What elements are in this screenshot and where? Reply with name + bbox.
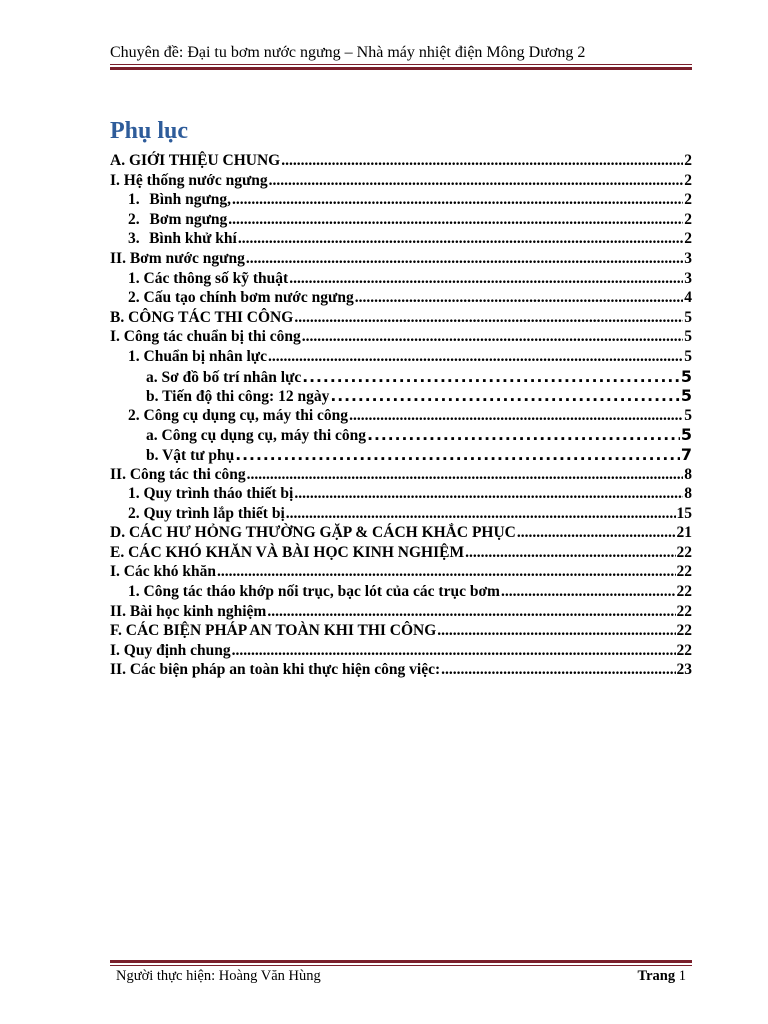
toc-dot-leader	[294, 308, 683, 328]
toc-entry-label: I. Hệ thống nước ngưng	[110, 171, 268, 189]
toc-entry-label: I. Công tác chuẩn bị thi công	[110, 328, 301, 346]
toc-entry-number: 1.	[128, 191, 140, 209]
toc-entry[interactable]	[110, 249, 692, 269]
footer-page-label: Trang	[637, 968, 676, 984]
toc-entry[interactable]	[110, 327, 692, 347]
toc-entry-page: 22	[676, 641, 692, 659]
toc-dot-leader	[247, 465, 684, 485]
footer-page-number: 1	[678, 968, 686, 984]
page-header: Chuyên đề: Đại tu bơm nước ngưng – Nhà máy nhiệt điện Mông Dương 2	[110, 44, 586, 61]
toc-entry[interactable]	[110, 523, 692, 543]
toc-entry-page: 2	[684, 191, 692, 209]
toc-entry-label: II. Bài học kinh nghiệm	[110, 602, 267, 620]
toc-entry-label: a. Công cụ dụng cụ, máy thi công	[146, 427, 367, 445]
toc-entry-page: 5	[684, 406, 692, 424]
toc-entry[interactable]	[110, 562, 692, 582]
toc-entry-page: 5	[680, 386, 692, 406]
toc-entry-label: 1. Các thông số kỹ thuật	[128, 269, 289, 287]
toc-entry-label: b. Tiến độ thi công: 12 ngày	[146, 388, 330, 406]
toc-entry[interactable]	[110, 445, 692, 465]
toc-entry-number: 3.	[128, 230, 140, 248]
toc-entry-label: Bình ngưng,	[149, 191, 232, 209]
footer-page	[638, 968, 686, 985]
toc-entry-page: 5	[684, 308, 692, 326]
toc-dot-leader	[437, 621, 675, 641]
toc-entry-page: 8	[684, 465, 692, 483]
toc-entry-page: 22	[676, 583, 692, 601]
toc-dot-leader	[235, 446, 680, 465]
toc-dot-leader	[217, 562, 676, 582]
toc-entry-label: b. Vật tư phụ	[146, 446, 235, 464]
toc-entry-page: 22	[676, 602, 692, 620]
toc-entry[interactable]	[110, 367, 692, 387]
toc-entry[interactable]	[110, 582, 692, 602]
footer-rule	[110, 960, 692, 966]
toc-entry[interactable]	[110, 425, 692, 445]
toc-dot-leader	[302, 327, 683, 347]
toc-dot-leader	[349, 406, 683, 426]
toc-entry-label: I. Quy định chung	[110, 641, 231, 659]
toc-dot-leader	[289, 269, 683, 289]
toc-entry[interactable]	[110, 543, 692, 563]
toc-entry-label: 2. Cấu tạo chính bơm nước ngưng	[128, 289, 354, 307]
toc-dot-leader	[232, 641, 676, 661]
toc-entry-label: II. Bơm nước ngưng	[110, 249, 245, 267]
toc-entry-label: 2. Quy trình lắp thiết bị	[128, 504, 285, 522]
toc-entry-page: 15	[676, 504, 692, 522]
toc-entry[interactable]	[110, 406, 692, 426]
toc-entry-page: 8	[684, 485, 692, 503]
toc-entry-page: 2	[684, 171, 692, 189]
toc-entry[interactable]	[110, 504, 692, 524]
toc-entry-page: 21	[676, 524, 692, 542]
toc-entry[interactable]	[110, 288, 692, 308]
toc-entry-label: B. CÔNG TÁC THI CÔNG	[110, 308, 294, 326]
toc-entry-page: 5	[684, 347, 692, 365]
toc-entry-page: 2	[684, 230, 692, 248]
table-of-contents	[110, 151, 692, 680]
toc-entry-label: I. Các khó khăn	[110, 563, 216, 581]
toc-entry-label: F. CÁC BIỆN PHÁP AN TOÀN KHI THI CÔNG	[110, 622, 437, 640]
toc-entry[interactable]	[110, 621, 692, 641]
page-footer	[116, 968, 686, 985]
toc-dot-leader	[367, 426, 680, 445]
toc-entry-label: E. CÁC KHÓ KHĂN VÀ BÀI HỌC KINH NGHIỆM	[110, 543, 465, 561]
toc-dot-leader	[238, 229, 683, 249]
toc-dot-leader	[302, 368, 680, 387]
toc-entry[interactable]	[110, 602, 692, 622]
toc-entry-page: 22	[676, 563, 692, 581]
toc-entry-label: Bình khử khí	[149, 230, 237, 248]
toc-entry[interactable]	[110, 229, 692, 249]
toc-entry[interactable]	[110, 660, 692, 680]
toc-entry-label: II. Công tác thi công	[110, 465, 246, 483]
toc-title: Phụ lục	[110, 118, 189, 144]
toc-dot-leader	[232, 190, 683, 210]
toc-entry[interactable]	[110, 151, 692, 171]
toc-entry-label: 1. Quy trình tháo thiết bị	[128, 485, 294, 503]
toc-entry-page: 22	[676, 543, 692, 561]
toc-entry-label: A. GIỚI THIỆU CHUNG	[110, 152, 281, 169]
toc-dot-leader	[246, 249, 683, 269]
toc-entry[interactable]	[110, 347, 692, 367]
toc-entry-page: 4	[684, 289, 692, 307]
toc-entry-label: 1. Công tác tháo khớp nối trục, bạc lót của các trục bơm	[128, 583, 500, 601]
toc-entry-page: 5	[684, 328, 692, 346]
toc-entry[interactable]	[110, 190, 692, 210]
toc-entry-page: 5	[680, 425, 692, 445]
toc-entry-page: 2	[684, 210, 692, 228]
toc-entry[interactable]	[110, 641, 692, 661]
toc-entry-page: 3	[684, 269, 692, 287]
toc-dot-leader	[286, 504, 676, 524]
toc-entry-number: 2.	[128, 210, 140, 228]
toc-dot-leader	[501, 582, 676, 602]
toc-dot-leader	[465, 543, 675, 563]
toc-entry-page: 7	[680, 444, 692, 464]
toc-dot-leader	[228, 210, 683, 230]
toc-dot-leader	[330, 387, 680, 406]
toc-entry-label: 2. Công cụ dụng cụ, máy thi công	[128, 406, 349, 424]
toc-entry-page: 22	[676, 622, 692, 640]
toc-dot-leader	[441, 660, 675, 680]
toc-dot-leader	[267, 602, 675, 622]
toc-entry-label: Bơm ngưng	[149, 210, 228, 228]
toc-entry-page: 5	[680, 366, 692, 386]
toc-entry[interactable]	[110, 171, 692, 191]
header-rule	[110, 64, 692, 70]
toc-dot-leader	[268, 347, 683, 367]
toc-entry[interactable]	[110, 465, 692, 485]
toc-entry-label: II. Các biện pháp an toàn khi thực hiện công việc:	[110, 661, 441, 679]
toc-entry[interactable]	[110, 386, 692, 406]
toc-entry[interactable]	[110, 308, 692, 328]
toc-dot-leader	[281, 151, 683, 171]
toc-entry-page: 2	[684, 152, 692, 169]
toc-dot-leader	[269, 171, 684, 191]
toc-entry[interactable]	[110, 484, 692, 504]
toc-entry-page: 3	[684, 249, 692, 267]
toc-entry-label: D. CÁC HƯ HỎNG THƯỜNG GẶP & CÁCH KHẮC PHỤC	[110, 524, 516, 542]
footer-author: Người thực hiện: Hoàng Văn Hùng	[116, 968, 321, 984]
toc-dot-leader	[517, 523, 676, 543]
toc-entry[interactable]	[110, 210, 692, 230]
toc-entry-label: 1. Chuẩn bị nhân lực	[128, 347, 267, 365]
toc-entry[interactable]	[110, 269, 692, 289]
toc-entry-label: a. Sơ đồ bố trí nhân lực	[146, 368, 302, 386]
toc-entry-page: 23	[676, 661, 692, 679]
toc-dot-leader	[294, 484, 683, 504]
toc-dot-leader	[355, 288, 684, 308]
